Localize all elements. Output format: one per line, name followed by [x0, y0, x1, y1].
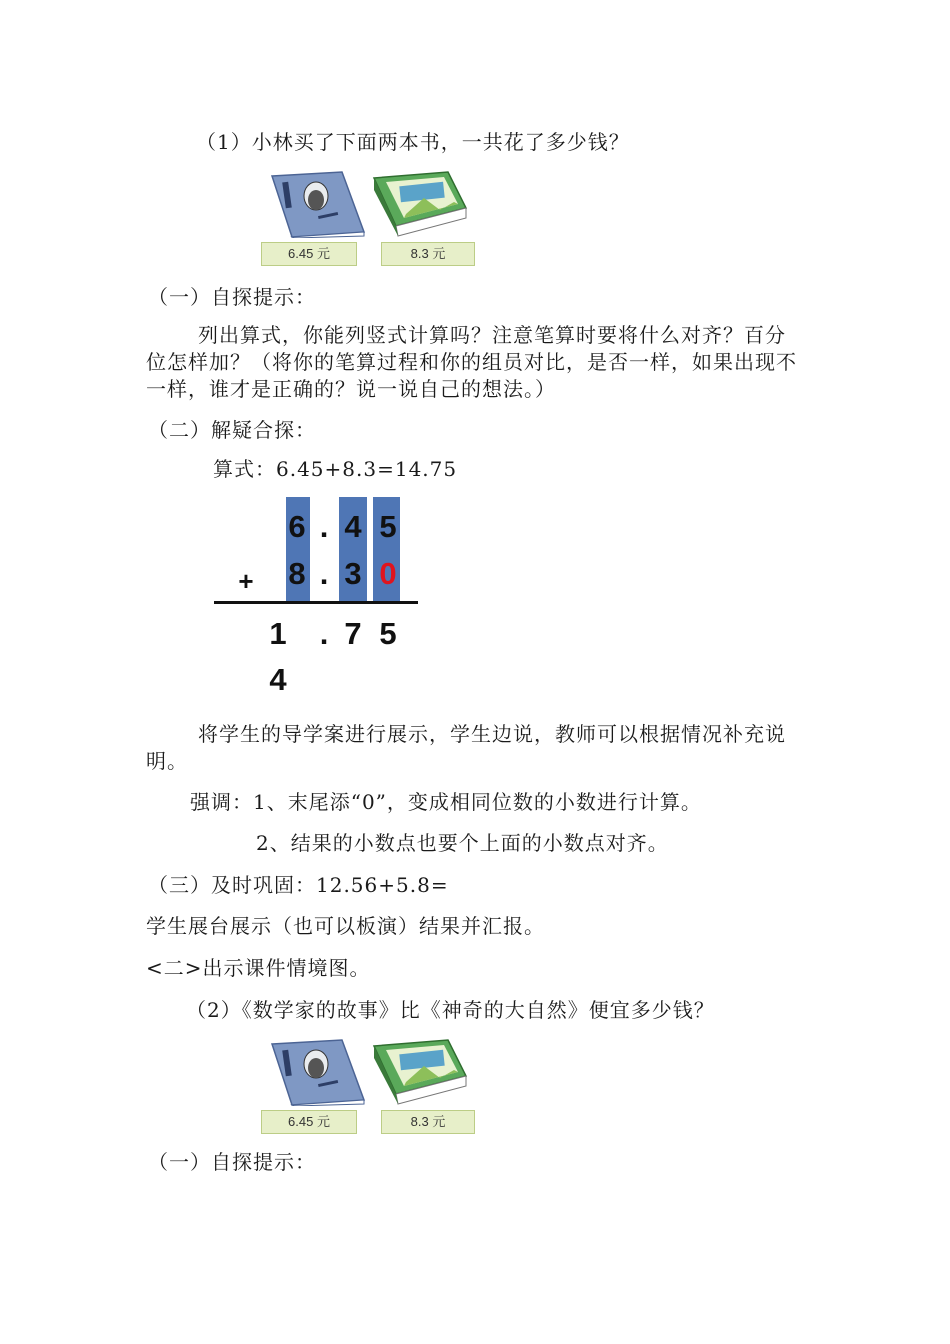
price-tag-a: 6.45 元: [261, 242, 357, 266]
question-2: （2）《数学家的故事》比《神奇的大自然》便宜多少钱？: [186, 998, 715, 1022]
math-book-icon: [270, 1038, 365, 1106]
plus-sign: +: [238, 566, 254, 596]
row1-digit-hundredths: 5: [379, 509, 397, 544]
row1-digit-ones: 6: [288, 509, 306, 544]
emphasis-1: 强调：1、末尾添“0”，变成相同位数的小数进行计算。: [190, 790, 702, 814]
books-illustration-2: [270, 1038, 480, 1133]
hint-3-title: （一）自探提示：: [148, 1150, 316, 1174]
section-2: [146, 954, 371, 982]
emphasis-2: 2、结果的小数点也要个上面的小数点对齐。: [256, 831, 669, 855]
row2-added-zero: 0: [379, 556, 397, 591]
nature-book-icon: [370, 170, 470, 240]
question-1: （1）小林买了下面两本书，一共花了多少钱？: [196, 130, 630, 154]
hint-1-body: 列出算式，你能列竖式计算吗？注意笔算时要将什么对齐？百分位怎样加？（将你的笔算过程和你的组员对比，是否一样，如果出现不一样，谁才是正确的？说一说自己的想法。）: [146, 323, 797, 401]
formula: 算式：6.45+8.3=14.75: [213, 457, 458, 481]
result-digit-hundredths: 5: [379, 616, 397, 651]
show-text: 将学生的导学案进行展示，学生边说，教师可以根据情况补充说明。: [146, 722, 786, 773]
practice: （三）及时巩固：12.56+5.8=: [148, 873, 449, 897]
row1-digit-tenths: 4: [344, 509, 362, 544]
row1-decimal-point: .: [319, 509, 329, 544]
result-decimal-point: .: [319, 616, 329, 651]
result-digit-ones: 4: [269, 662, 287, 697]
books-illustration: [270, 170, 480, 265]
price-tag-a: 6.45 元: [261, 1110, 357, 1134]
nature-book-icon: [370, 1038, 470, 1108]
hint-2-title: （二）解疑合探：: [148, 418, 316, 442]
section-2-mark: <二>: [146, 956, 203, 980]
price-tag-b: 8.3 元: [381, 1110, 475, 1134]
math-book-icon: [270, 170, 365, 238]
sum-line: [214, 601, 418, 604]
result-digit-tens: 1: [269, 616, 287, 651]
row2-decimal-point: .: [319, 556, 329, 591]
row2-digit-tenths: 3: [344, 556, 362, 591]
price-tag-b: 8.3 元: [381, 242, 475, 266]
hint-1-title: （一）自探提示：: [148, 285, 316, 309]
report: 学生展台展示（也可以板演）结果并汇报。: [146, 914, 545, 938]
section-2-text: 出示课件情境图。: [202, 956, 371, 980]
result-digit-tenths: 7: [344, 616, 362, 651]
row2-digit-ones: 8: [288, 556, 306, 591]
